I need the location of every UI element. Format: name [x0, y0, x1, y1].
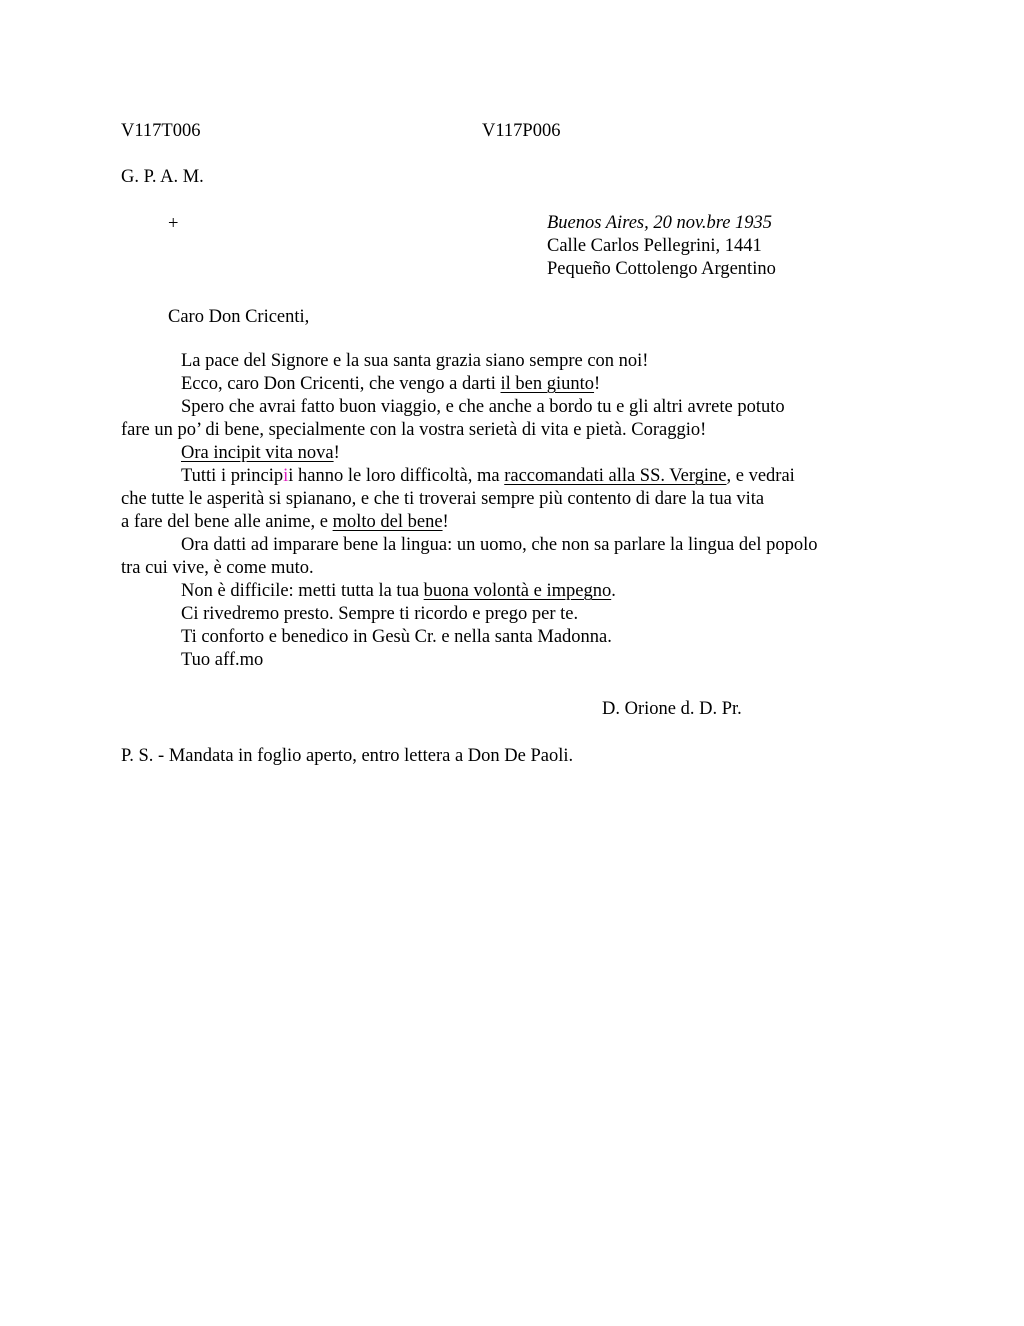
- gpam-heading: G. P. A. M.: [121, 167, 204, 187]
- address-block: [547, 212, 776, 281]
- letter-body: [121, 350, 921, 672]
- letter-date: Buenos Aires, 20 nov.bre 1935: [547, 213, 773, 233]
- underlined-phrase: il ben giunto: [500, 374, 595, 394]
- underlined-phrase: raccomandati alla SS. Vergine: [504, 466, 727, 486]
- body-line: Ti conforto e benedico in Gesù Cr. e nella santa Madonna.: [181, 627, 612, 647]
- highlighted-letter: i: [283, 466, 289, 486]
- address-street: Calle Carlos Pellegrini, 1441: [547, 236, 762, 256]
- underlined-phrase: Ora incipit vita nova: [181, 443, 334, 463]
- document-code-right: V117P006: [482, 121, 561, 141]
- document-code-left: V117T006: [121, 121, 201, 141]
- body-line: che tutte le asperità si spianano, e che ti troverai sempre più contento di dare la tua vita: [121, 489, 765, 509]
- body-line: Spero che avrai fatto buon viaggio, e che anche a bordo tu e gli altri avrete potuto: [181, 397, 785, 417]
- salutation: Caro Don Cricenti,: [168, 307, 310, 327]
- body-line: Ora datti ad imparare bene la lingua: un uomo, che non sa parlare la lingua del popolo: [181, 535, 818, 555]
- body-line: Non è difficile: metti tutta la tua buona volontà e impegno.: [181, 581, 616, 601]
- signature: D. Orione d. D. Pr.: [602, 699, 742, 719]
- closing-line: Tuo aff.mo: [181, 650, 264, 670]
- underlined-phrase: buona volontà e impegno: [423, 581, 612, 601]
- body-line: Ora incipit vita nova!: [181, 443, 340, 463]
- address-institution: Pequeño Cottolengo Argentino: [547, 259, 776, 279]
- cross-mark: +: [168, 214, 179, 234]
- body-line: tra cui vive, è come muto.: [121, 558, 314, 578]
- postscript: P. S. - Mandata in foglio aperto, entro lettera a Don De Paoli.: [121, 746, 574, 766]
- body-line: a fare del bene alle anime, e molto del bene!: [121, 512, 449, 532]
- body-line: fare un po’ di bene, specialmente con la vostra serietà di vita e pietà. Coraggio!: [121, 420, 707, 440]
- underlined-phrase: molto del bene: [332, 512, 443, 532]
- body-line: Ecco, caro Don Cricenti, che vengo a darti il ben giunto!: [181, 374, 601, 394]
- body-line: Ci rivedremo presto. Sempre ti ricordo e prego per te.: [181, 604, 579, 624]
- body-line: La pace del Signore e la sua santa grazia siano sempre con noi!: [181, 351, 649, 371]
- body-line: Tutti i principii hanno le loro difficoltà, ma raccomandati alla SS. Vergine, e vedrai: [181, 466, 795, 486]
